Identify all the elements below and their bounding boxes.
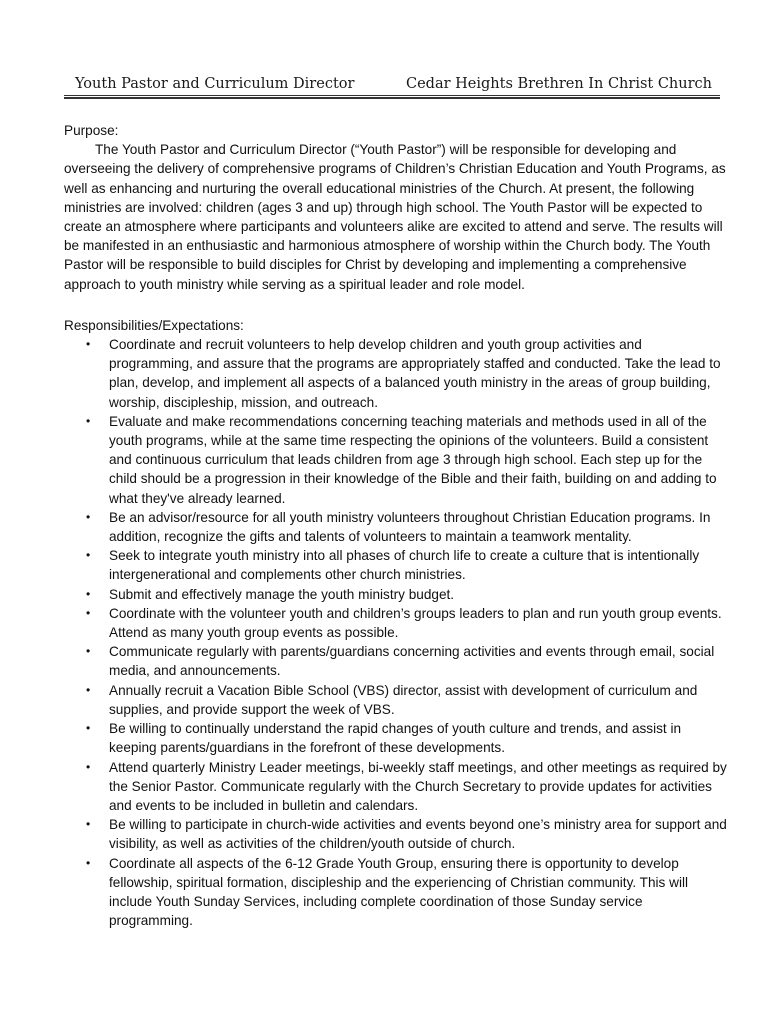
bullet-icon: • <box>86 682 91 697</box>
bullet-icon: • <box>86 855 91 870</box>
list-item <box>64 546 728 584</box>
list-item-text: Communicate regularly with parents/guardians concerning activities and events through email, social media, and announcements. <box>109 644 715 679</box>
responsibilities-list <box>64 335 728 930</box>
list-item <box>64 719 728 757</box>
list-item <box>64 412 728 508</box>
list-item <box>64 585 728 604</box>
header-divider <box>64 95 720 99</box>
list-item-text: Attend quarterly Ministry Leader meetings, bi-weekly staff meetings, and other meetings as required by the Senior Pastor. Communicate regularly with the Church Secretary to provide updates for activities and events to be included in bulletin and calendars. <box>109 759 727 813</box>
list-item <box>64 815 728 853</box>
bullet-icon: • <box>86 548 91 563</box>
list-item <box>64 642 728 680</box>
list-item <box>64 604 728 642</box>
purpose-paragraph: The Youth Pastor and Curriculum Director (“Youth Pastor”) will be responsible for developing and overseeing the delivery of comprehensive programs of Children’s Christian Education and Youth Programs, as well as enhancing and nurturing the overall educational ministries of the Church. At present, the following ministries are involved: children (ages 3 and up) through high school. The Youth Pastor will be expected to create an atmosphere where participants and volunteers alike are excited to attend and serve. The results will be manifested in an enthusiastic and harmonious atmosphere of worship within the Church body. The Youth Pastor will be responsible to build disciples for Christ by developing and implementing a comprehensive approach to youth ministry while serving as a spiritual leader and role model. <box>64 142 726 292</box>
list-item-text: Be willing to continually understand the rapid changes of youth culture and trends, and assist in keeping parents/guardians in the forefront of these developments. <box>109 721 682 756</box>
bullet-icon: • <box>86 509 91 524</box>
bullet-icon: • <box>86 759 91 774</box>
list-item-text: Coordinate all aspects of the 6-12 Grade Youth Group, ensuring there is opportunity to develop fellowship, spiritual formation, discipleship and the experiencing of Christian community. This will include Youth Sunday Services, including complete coordination of those Sunday service programming. <box>109 855 689 929</box>
list-item-text: Submit and effectively manage the youth ministry budget. <box>109 586 455 602</box>
list-item-text: Coordinate and recruit volunteers to help develop children and youth group activities and programming, and assure that the programs are appropriately staffed and conducted. Take the lead to plan, develop, and implement all aspects of a balanced youth ministry in the areas of group building, worship, discipleship, mission, and outreach. <box>109 337 721 410</box>
responsibilities-heading: Responsibilities/Expectations: <box>64 317 244 333</box>
bullet-icon: • <box>86 605 91 620</box>
header-job-title: Youth Pastor and Curriculum Director <box>75 76 355 92</box>
list-item-text: Seek to integrate youth ministry into all phases of church life to create a culture that is intentionally intergenerational and complements other church ministries. <box>109 548 700 583</box>
list-item <box>64 335 728 412</box>
document-body <box>64 121 728 930</box>
bullet-icon: • <box>86 413 91 428</box>
page-header <box>64 74 720 96</box>
list-item-text: Be willing to participate in church-wide activities and events beyond one’s ministry area for support and visibility, as well as activities of the children/youth outside of church. <box>109 817 727 852</box>
purpose-heading: Purpose: <box>64 123 119 138</box>
header-church-name: Cedar Heights Brethren In Christ Church <box>405 76 712 92</box>
list-item-text: Be an advisor/resource for all youth ministry volunteers throughout Christian Education programs. In addition, recognize the gifts and talents of volunteers to maintain a teamwork mentality. <box>109 509 711 545</box>
list-item-text: Evaluate and make recommendations concerning teaching materials and methods used in all of the youth programs, while at the same time respecting the opinions of the volunteers. Build a consistent and continuous curriculum that leads children from age 3 through high school. Each step up for the child should be a progression in their knowledge of the Bible and their faith, building on and adding to what they've already learned. <box>109 413 717 506</box>
bullet-icon: • <box>86 586 91 601</box>
list-item <box>64 508 728 546</box>
bullet-icon: • <box>86 721 91 736</box>
list-item <box>64 854 728 931</box>
bullet-icon: • <box>86 817 91 832</box>
bullet-icon: • <box>86 337 91 352</box>
bullet-icon: • <box>86 644 91 659</box>
list-item <box>64 758 728 816</box>
list-item-text: Coordinate with the volunteer youth and children’s groups leaders to plan and run youth group events. Attend as many youth group events as possible. <box>109 605 722 641</box>
list-item <box>64 681 728 719</box>
list-item-text: Annually recruit a Vacation Bible School (VBS) director, assist with development of curriculum and supplies, and provide support the week of VBS. <box>109 682 698 717</box>
